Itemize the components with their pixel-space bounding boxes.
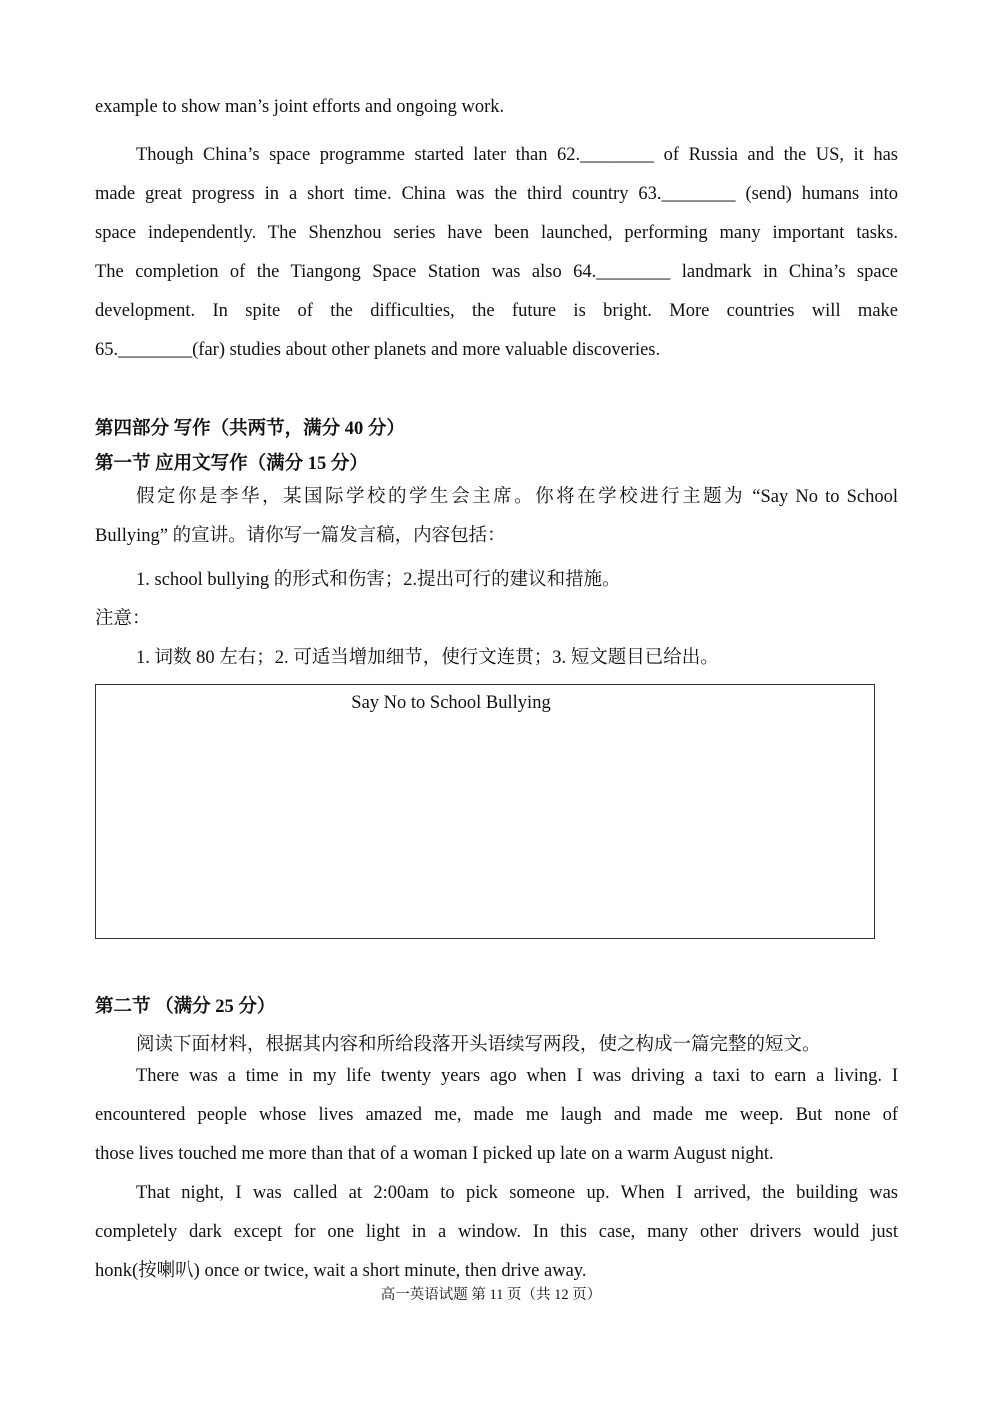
passage-line: example to show man’s joint efforts and ongoing work. [95,97,505,117]
passage-line: development. In spite of the difficulties, the future is bright. More countries will make [95,301,898,321]
story-line: There was a time in my life twenty years ago when I was driving a taxi to earn a living. I [136,1066,898,1086]
story-line: encountered people whose lives amazed me, made me laugh and made me weep. But none of [95,1105,898,1125]
writing-prompt [95,478,898,556]
passage-line: Though China’s space programme started later than 62.________ of Russia and the US, it has [136,145,898,165]
prompt-line: 假定你是李华，某国际学校的学生会主席。你将在学校进行主题为 “Say No to School [136,487,898,507]
answer-box-title: Say No to School Bullying [351,693,551,713]
note-requirements: 1. 词数 80 左右；2. 可适当增加细节，使行文连贯；3. 短文题目已给出。 [136,648,719,668]
section2-heading: 第二节 （满分 25 分） [95,997,276,1017]
story-paragraph-2 [95,1174,898,1291]
prompt-point: 1. school bullying 的形式和伤害；2.提出可行的建议和措施。 [136,570,621,590]
passage-continuation-line [95,97,504,118]
passage-line: space independently. The Shenzhou series have been launched, performing many important tasks. [95,223,898,243]
note-label: 注意： [95,609,151,629]
passage-line: The completion of the Tiangong Space Station was also 64.________ landmark in China’s space [95,262,898,282]
section1-heading: 第一节 应用文写作（满分 15 分） [95,454,368,474]
passage-line: made great progress in a short time. China was the third country 63.________ (send) humans into [95,184,898,204]
story-line: That night, I was called at 2:00am to pick someone up. When I arrived, the building was [136,1183,898,1203]
story-line: completely dark except for one light in a window. In this case, many other drivers would just [95,1222,898,1242]
prompt-line: Bullying” 的宣讲。请你写一篇发言稿，内容包括： [95,526,506,546]
story-line: honk(按喇叭) once or twice, wait a short minute, then drive away. [95,1261,587,1281]
page-footer: 高一英语试题 第 11 页（共 12 页） [380,1287,602,1303]
story-paragraph-1 [95,1057,898,1174]
answer-box[interactable] [95,684,875,939]
passage-line: 65.________(far) studies about other planets and more valuable discoveries. [95,340,661,360]
section2-instruction: 阅读下面材料，根据其内容和所给段落开头语续写两段，使之构成一篇完整的短文。 [136,1035,821,1055]
story-line: those lives touched me more than that of a woman I picked up late on a warm August night. [95,1144,774,1164]
part4-heading: 第四部分 写作（共两节，满分 40 分） [95,419,405,439]
grammar-fill-paragraph [95,136,898,370]
